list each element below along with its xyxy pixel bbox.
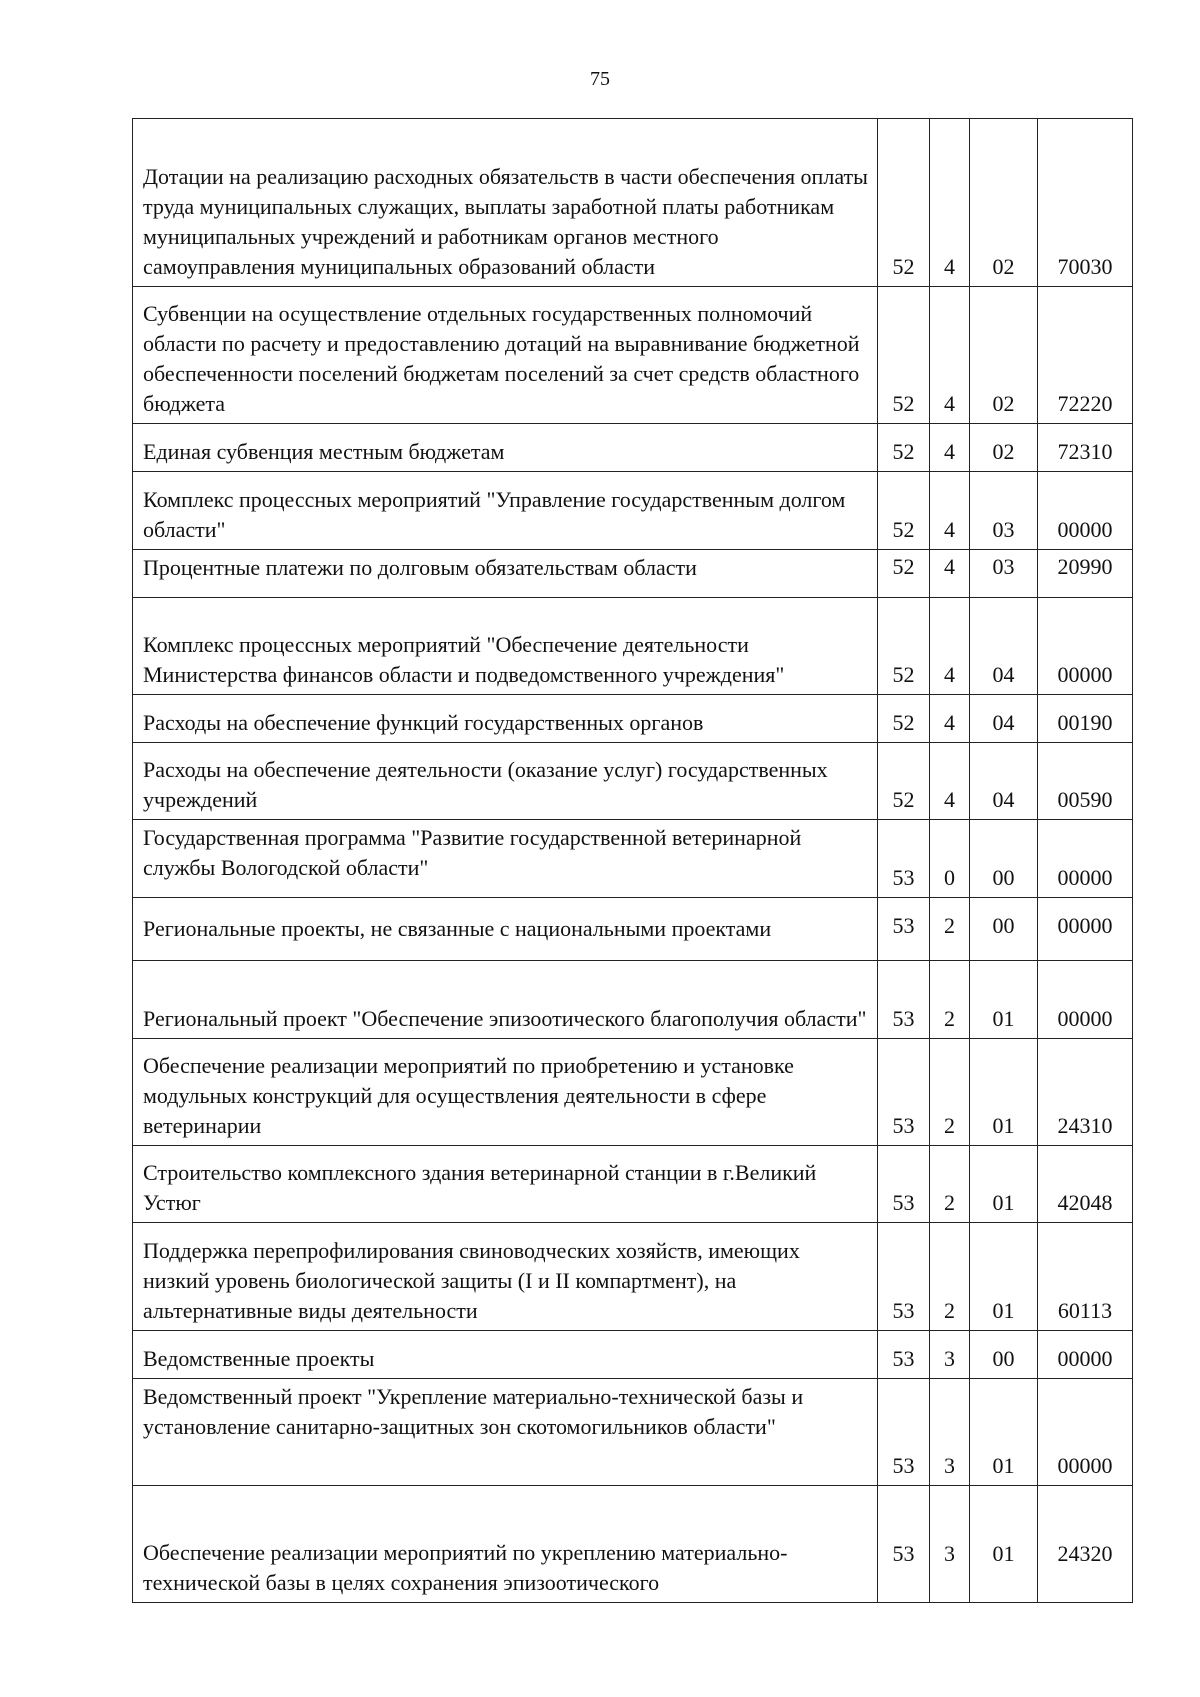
code-subprogram: 02: [970, 424, 1038, 472]
code-program: 53: [878, 1331, 930, 1379]
code-type: 3: [930, 1486, 970, 1603]
code-program: 52: [878, 119, 930, 287]
code-type: 2: [930, 1223, 970, 1331]
row-description: Поддержка перепрофилирования свиноводческих хозяйств, имеющих низкий уровень биологической защиты (I и II компартмент), на альтернативные виды деятельности: [133, 1223, 878, 1331]
code-direction: 00000: [1038, 961, 1133, 1039]
table-row: [133, 743, 1133, 820]
code-subprogram: 00: [970, 1331, 1038, 1379]
code-program: 53: [878, 1223, 930, 1331]
page-number: 75: [590, 68, 610, 90]
row-description: Комплекс процессных мероприятий "Обеспечение деятельности Министерства финансов области и подведомственного учреждения": [133, 598, 878, 695]
code-type: 4: [930, 424, 970, 472]
code-subprogram: 01: [970, 1146, 1038, 1223]
code-type: 2: [930, 1146, 970, 1223]
code-type: 3: [930, 1331, 970, 1379]
code-subprogram: 03: [970, 472, 1038, 550]
code-subprogram: 00: [970, 898, 1038, 961]
code-direction: 60113: [1038, 1223, 1133, 1331]
row-description: Обеспечение реализации мероприятий по укреплению материально-технической базы в целях сохранения эпизоотического: [133, 1486, 878, 1603]
code-direction: 00000: [1038, 1379, 1133, 1486]
code-direction: 00590: [1038, 743, 1133, 820]
table-row: [133, 1146, 1133, 1223]
code-subprogram: 04: [970, 695, 1038, 743]
code-type: 0: [930, 820, 970, 898]
code-program: 53: [878, 961, 930, 1039]
code-type: 4: [930, 695, 970, 743]
code-subprogram: 04: [970, 743, 1038, 820]
code-program: 52: [878, 550, 930, 598]
code-program: 53: [878, 1039, 930, 1146]
table-row: [133, 961, 1133, 1039]
code-type: 4: [930, 119, 970, 287]
code-program: 52: [878, 287, 930, 424]
code-subprogram: 02: [970, 119, 1038, 287]
row-description: Ведомственные проекты: [133, 1331, 878, 1379]
row-description: Комплекс процессных мероприятий "Управление государственным долгом области": [133, 472, 878, 550]
table-row: [133, 119, 1133, 287]
row-description: Дотации на реализацию расходных обязательств в части обеспечения оплаты труда муниципальных служащих, выплаты заработной платы работникам муниципальных учреждений и работникам органов местного самоуправления муниципальных образований области: [133, 119, 878, 287]
row-description: Процентные платежи по долговым обязательствам области: [133, 550, 878, 598]
row-description: Региональные проекты, не связанные с национальными проектами: [133, 898, 878, 961]
code-subprogram: 01: [970, 1379, 1038, 1486]
code-program: 53: [878, 1486, 930, 1603]
code-direction: 00000: [1038, 820, 1133, 898]
code-program: 53: [878, 1379, 930, 1486]
code-direction: 20990: [1038, 550, 1133, 598]
code-subprogram: 01: [970, 961, 1038, 1039]
code-program: 52: [878, 472, 930, 550]
code-subprogram: 00: [970, 820, 1038, 898]
table-row: [133, 695, 1133, 743]
table-row: [133, 472, 1133, 550]
code-subprogram: 02: [970, 287, 1038, 424]
table-row: [133, 1331, 1133, 1379]
row-description: Ведомственный проект "Укрепление материально-технической базы и установление санитарно-защитных зон скотомогильников области": [133, 1379, 878, 1486]
table-row: [133, 1039, 1133, 1146]
code-type: 3: [930, 1379, 970, 1486]
code-type: 2: [930, 898, 970, 961]
row-description: Государственная программа "Развитие государственной ветеринарной службы Вологодской области": [133, 820, 878, 898]
code-subprogram: 01: [970, 1039, 1038, 1146]
code-type: 4: [930, 598, 970, 695]
table-row: [133, 898, 1133, 961]
table-row: [133, 424, 1133, 472]
row-description: Расходы на обеспечение функций государственных органов: [133, 695, 878, 743]
table-row: [133, 1486, 1133, 1603]
code-type: 2: [930, 1039, 970, 1146]
code-direction: 00000: [1038, 598, 1133, 695]
table-row: [133, 598, 1133, 695]
code-type: 4: [930, 472, 970, 550]
row-description: Строительство комплексного здания ветеринарной станции в г.Великий Устюг: [133, 1146, 878, 1223]
code-direction: 72310: [1038, 424, 1133, 472]
code-direction: 24310: [1038, 1039, 1133, 1146]
code-program: 53: [878, 1146, 930, 1223]
code-subprogram: 03: [970, 550, 1038, 598]
code-subprogram: 01: [970, 1486, 1038, 1603]
code-program: 52: [878, 424, 930, 472]
table-row: [133, 550, 1133, 598]
code-direction: 42048: [1038, 1146, 1133, 1223]
row-description: Единая субвенция местным бюджетам: [133, 424, 878, 472]
code-type: 4: [930, 743, 970, 820]
code-subprogram: 04: [970, 598, 1038, 695]
budget-classification-table: [132, 118, 1133, 1603]
code-direction: 24320: [1038, 1486, 1133, 1603]
code-direction: 00190: [1038, 695, 1133, 743]
table-row: [133, 1379, 1133, 1486]
code-program: 52: [878, 743, 930, 820]
code-type: 4: [930, 287, 970, 424]
row-description: Субвенции на осуществление отдельных государственных полномочий области по расчету и предоставлению дотаций на выравнивание бюджетной обеспеченности поселений бюджетам поселений за счет средств областного бюджета: [133, 287, 878, 424]
table-row: [133, 287, 1133, 424]
code-direction: 72220: [1038, 287, 1133, 424]
code-subprogram: 01: [970, 1223, 1038, 1331]
row-description: Региональный проект "Обеспечение эпизоотического благополучия области": [133, 961, 878, 1039]
row-description: Обеспечение реализации мероприятий по приобретению и установке модульных конструкций для осуществления деятельности в сфере ветеринарии: [133, 1039, 878, 1146]
code-direction: 00000: [1038, 898, 1133, 961]
table-row: [133, 820, 1133, 898]
code-direction: 00000: [1038, 472, 1133, 550]
table-row: [133, 1223, 1133, 1331]
code-type: 4: [930, 550, 970, 598]
code-program: 53: [878, 820, 930, 898]
code-direction: 70030: [1038, 119, 1133, 287]
code-program: 53: [878, 898, 930, 961]
code-program: 52: [878, 598, 930, 695]
code-program: 52: [878, 695, 930, 743]
code-direction: 00000: [1038, 1331, 1133, 1379]
row-description: Расходы на обеспечение деятельности (оказание услуг) государственных учреждений: [133, 743, 878, 820]
code-type: 2: [930, 961, 970, 1039]
